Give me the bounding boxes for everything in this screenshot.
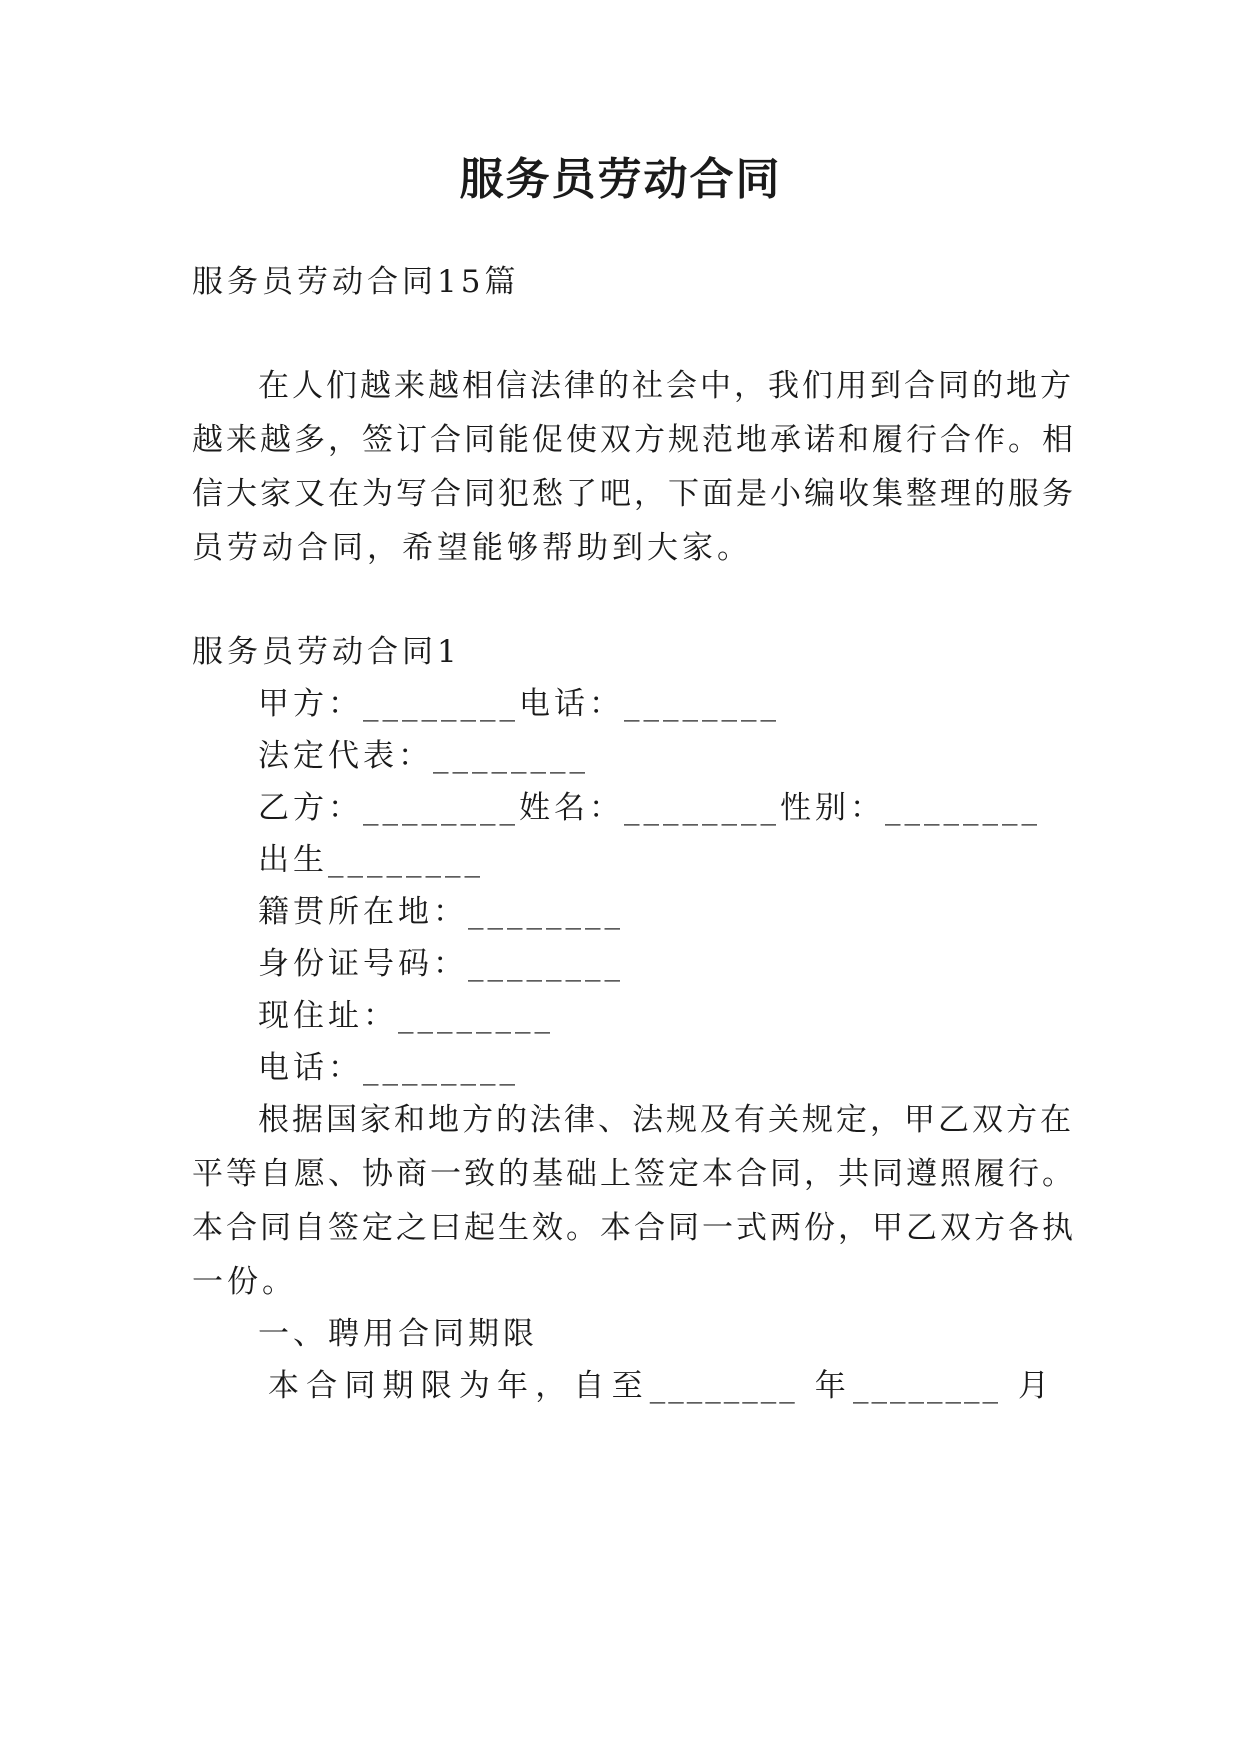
- field-line-legal-rep: 法定代表：________: [258, 738, 589, 774]
- intro-line: 越来越多，签订合同能促使双方规范地承诺和履行合作。相: [192, 422, 1076, 458]
- body-line: 一份。: [192, 1264, 297, 1300]
- document-subtitle: 服务员劳动合同15篇: [192, 264, 520, 300]
- field-line-address: 现住址：________: [258, 998, 554, 1034]
- field-line-phone: 电话：________: [258, 1050, 519, 1086]
- body-line: 平等自愿、协商一致的基础上签定本合同，共同遵照履行。: [192, 1156, 1076, 1192]
- intro-line: 在人们越来越相信法律的社会中，我们用到合同的地方: [258, 368, 1074, 404]
- intro-line: 信大家又在为写合同犯愁了吧，下面是小编收集整理的服务: [192, 476, 1076, 512]
- clause-heading: 一、聘用合同期限: [258, 1316, 538, 1352]
- document-title: 服务员劳动合同: [459, 154, 782, 205]
- field-line-birth: 出生________: [258, 842, 484, 878]
- intro-line: 员劳动合同，希望能够帮助到大家。: [192, 530, 752, 566]
- field-line-party-a: 甲方：________电话：________: [258, 686, 780, 722]
- body-line: 根据国家和地方的法律、法规及有关规定，甲乙双方在: [258, 1102, 1074, 1138]
- field-line-party-b: 乙方：________姓名：________性别：________: [258, 790, 1041, 826]
- body-line: 本合同自签定之曰起生效。本合同一式两份，甲乙双方各执: [192, 1210, 1076, 1246]
- field-line-origin: 籍贯所在地：________: [258, 894, 624, 930]
- field-line-id-number: 身份证号码：________: [258, 946, 624, 982]
- clause-line: 本合同期限为年，自至________ 年________ 月: [268, 1368, 1052, 1404]
- section-heading: 服务员劳动合同1: [192, 634, 461, 670]
